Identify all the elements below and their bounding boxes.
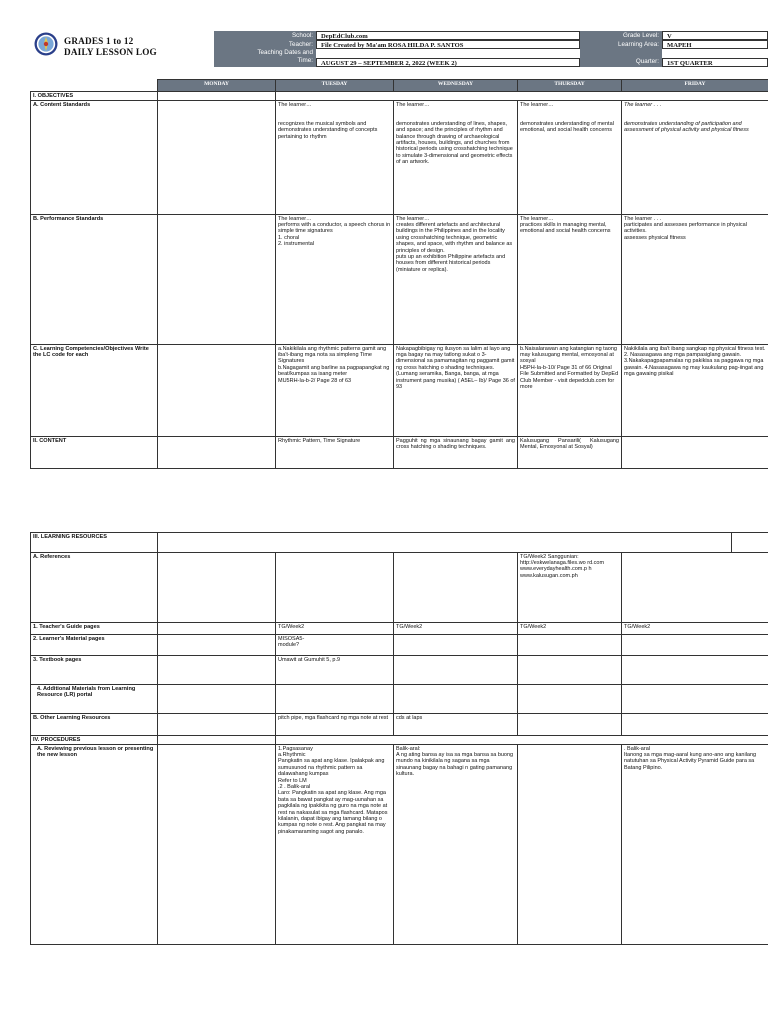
competencies-fri: Nakikilala ang iba't ibang sangkap ng physical fitness test. 2. Nasasagawa ang mga pampasiglang gawain. 3.Nakakapagpapamalas ng pakikisa sa paggawa ng mga gawain. 4.Nasasagawa ng may kaukulang pag-iingat ang mga gawaing pisikal	[622, 345, 768, 437]
quarter-value: 1ST QUARTER	[662, 58, 768, 67]
learning-resources-heading: III. LEARNING RESOURCES	[31, 533, 158, 553]
table-row	[31, 656, 768, 685]
day-wednesday: WEDNESDAY	[394, 80, 518, 92]
content-tue: Rhythmic Pattern, Time Signature	[276, 437, 394, 469]
deped-seal-icon	[34, 32, 58, 56]
tg-pages-thu: TG/Week2	[518, 623, 622, 635]
procedures-row	[31, 736, 768, 745]
dates-label	[214, 49, 316, 67]
lm-pages-thu	[518, 635, 622, 656]
learning-area-label: Learning Area:	[580, 40, 662, 49]
performance-standards-wed: The learner… creates different artefacts and architectural buildings in the Philippines and in the locality using crosshatching technique, geometric shapes, and space, with rhythm and balance as principles of design. puts up an exhibition Philippine artefacts and houses from different historical periods (miniature or replica).	[394, 215, 518, 345]
learning-area-value: MAPEH	[662, 40, 768, 49]
textbook-wed	[394, 656, 518, 685]
content-label: II. CONTENT	[31, 437, 158, 469]
other-wed: cds at laps	[394, 714, 518, 736]
learning-resources-row	[31, 533, 768, 553]
performance-standards-fri: The learner . . . participates and assesses performance in physical activities. assesses physical fitness	[622, 215, 768, 345]
objectives-row	[31, 92, 768, 101]
other-tue: pitch pipe, mga flashcard ng mga note at rest	[276, 714, 394, 736]
lm-pages-wed	[394, 635, 518, 656]
content-mon	[158, 437, 276, 469]
additional-fri	[622, 685, 768, 714]
procedures-mon	[158, 736, 276, 745]
content-fri	[622, 437, 768, 469]
other-fri	[622, 714, 768, 736]
other-thu	[518, 714, 622, 736]
references-mon	[158, 553, 276, 623]
lm-pages-tue: MISOSA5- module?	[276, 635, 394, 656]
procedures-heading: IV. PROCEDURES	[31, 736, 158, 745]
lesson-table-top	[30, 79, 768, 469]
tg-pages-tue: TG/Week2	[276, 623, 394, 635]
reviewing-tue: 1.Pagsasanay a.Rhythmic Pangkatin sa apat ang klase. Ipalakpak ang sumusunod na rhythmic pattern sa dalawahang kumpas Refer to LM .2 . Balik-aral Laro: Pangkatin sa apat ang klase. Ang mga bata sa bawat pangkat ay mag-uunahan sa pagkilala ng ipakikita ng guro na mga note at rest na nakasulat sa mga flashcard. Matapos kilalanin, dapat ibigay ang tamang bilang o kumpas ng note o rest. Ang pangkat na may pinakamaraming sagot ang panalo.	[276, 745, 394, 945]
table-row	[31, 437, 768, 469]
content-standards-fri: The learner . . . demonstrates understanding of participation and assessment of physical activity and physical fitness	[622, 101, 768, 215]
title-line-1: GRADES 1 to 12	[64, 36, 134, 46]
additional-wed	[394, 685, 518, 714]
reviewing-fri: . Balik-aral Itanong sa mga mag-aaral kung ano-ano ang kanilang natutuhan sa Physical Activity Pyramid Guide para sa Batang Pilipino.	[622, 745, 768, 945]
additional-materials-label: 4. Additional Materials from Learning Resource (LR) portal	[31, 685, 158, 714]
references-fri	[622, 553, 768, 623]
textbook-fri	[622, 656, 768, 685]
competencies-tue: a.Nakikilala ang rhythmic patterns gamit ang iba't-ibang mga nota sa simpleng Time Signatures b.Nagagamit ang barline sa pagpapangkat ng beat/kumpas sa isang meter MU5RH-Ia-b-2/ Page 28 of 63	[276, 345, 394, 437]
content-standards-tue: The learner… recognizes the musical symbols and demonstrates understanding of concepts pertaining to rhythm	[276, 101, 394, 215]
content-standards-mon	[158, 101, 276, 215]
content-wed: Pagguhit ng mga sinaunang bagay gamit ang cross hatching o shading techniques.	[394, 437, 518, 469]
additional-tue	[276, 685, 394, 714]
table-row	[31, 101, 768, 215]
references-label: A. References	[31, 553, 158, 623]
table-row	[31, 635, 768, 656]
other-mon	[158, 714, 276, 736]
competencies-thu: b.Naisalarawan ang katangian ng taong may kalusugang mental, emosyonal at sosyal H5PH-Ia-b-10/ Page 31 of 66 Original File Submitted and Formatted by DepEd Club Member - visit depedclub.com for more	[518, 345, 622, 437]
day-friday: FRIDAY	[622, 80, 768, 92]
table-row	[31, 685, 768, 714]
additional-mon	[158, 685, 276, 714]
day-header-row	[31, 80, 768, 92]
competencies-mon	[158, 345, 276, 437]
tg-pages-wed: TG/Week2	[394, 623, 518, 635]
quarter-label: Quarter:	[580, 49, 662, 67]
day-tuesday: TUESDAY	[276, 80, 394, 92]
performance-standards-mon	[158, 215, 276, 345]
grade-value: V	[662, 31, 768, 40]
teacher-value: File Created by Ma'am ROSA HILDA P. SANTOS	[316, 40, 580, 49]
performance-standards-label: B. Performance Standards	[31, 215, 158, 345]
textbook-label: 3. Textbook pages	[31, 656, 158, 685]
tg-pages-mon	[158, 623, 276, 635]
reviewing-wed: Balik-aral: A ng ating bansa ay isa sa mga bansa sa buong mundo na kinikilala ng sagana sa mga sinaunang bagay na bahagi n gating pamanang kultura.	[394, 745, 518, 945]
textbook-thu	[518, 656, 622, 685]
table-row	[31, 745, 768, 945]
reviewing-label: A. Reviewing previous lesson or presenting the new lesson	[31, 745, 158, 945]
references-thu: TG/Week2 Sanggunian: http://eskwelanaga.files.wo rd.com www.everydayhealth.com.p h www.kalusugan.com.ph	[518, 553, 622, 623]
grade-label: Grade Level:	[580, 31, 662, 40]
table-row	[31, 714, 768, 736]
textbook-tue: Umawit at Gumuhit 5, p.9	[276, 656, 394, 685]
textbook-mon	[158, 656, 276, 685]
objectives-heading: I. OBJECTIVES	[31, 92, 158, 101]
additional-thu	[518, 685, 622, 714]
references-tue	[276, 553, 394, 623]
day-thursday: THURSDAY	[518, 80, 622, 92]
tg-pages-fri: TG/Week2	[622, 623, 768, 635]
table-row	[31, 623, 768, 635]
table-row	[31, 215, 768, 345]
objectives-span	[276, 92, 768, 101]
header	[30, 30, 768, 74]
school-label: School:	[214, 31, 316, 40]
reviewing-mon	[158, 745, 276, 945]
school-value: DepEdClub.com	[316, 31, 580, 40]
learning-resources-span	[158, 533, 732, 553]
procedures-span	[276, 736, 768, 745]
other-resources-label: B. Other Learning Resources	[31, 714, 158, 736]
lesson-table-bottom	[30, 532, 768, 945]
title-line-2: DAILY LESSON LOG	[64, 47, 157, 57]
dates-label-line-2: Time:	[297, 57, 313, 64]
corner-cell	[31, 80, 158, 92]
dates-label-line-1: Teaching Dates and	[257, 49, 313, 56]
performance-standards-tue: The learner… performs with a conductor, a speech chorus in simple time signatures 1. choral 2. instrumental	[276, 215, 394, 345]
content-standards-wed: The learner… demonstrates understanding of lines, shapes, and space; and the principles of rhythm and balance through drawing of archaeological artifacts, houses, buildings, and churches from historical periods using crosshatching technique to simulate 3-dimensional and geometric effects of an artwork.	[394, 101, 518, 215]
learning-resources-extra	[732, 533, 768, 553]
content-thu: Kalusugang Pansarili( Kalusugang Mental, Emosyonal at Sosyal)	[518, 437, 622, 469]
reviewing-thu	[518, 745, 622, 945]
lm-pages-fri	[622, 635, 768, 656]
table-row	[31, 345, 768, 437]
performance-standards-thu: The learner… practices skills in managing mental, emotional and social health concerns	[518, 215, 622, 345]
teacher-label: Teacher:	[214, 40, 316, 49]
table-row	[31, 553, 768, 623]
objectives-mon	[158, 92, 276, 101]
tg-pages-label: 1. Teacher's Guide pages	[31, 623, 158, 635]
day-monday: MONDAY	[158, 80, 276, 92]
competencies-wed: Nakapagbibigay ng ilusyon sa lalim at layo ang mga bagay na may tatlong sukat o 3- dimensional sa pamamagitan ng paggamit gamit ng cross hatching o shading techniques. (Lumang seramika, Banga, banga, at mga instrument pang musika) ( A5EL– Ib)/ Page 36 of 93	[394, 345, 518, 437]
content-standards-thu: The learner… demonstrates understanding of mental emotional, and social health concerns	[518, 101, 622, 215]
dates-value: AUGUST 29 – SEPTEMBER 2, 2022 (WEEK 2)	[316, 58, 580, 67]
references-wed	[394, 553, 518, 623]
competencies-label: C. Learning Competencies/Objectives Write the LC code for each	[31, 345, 158, 437]
lm-pages-label: 2. Learner's Material pages	[31, 635, 158, 656]
document-title	[64, 36, 157, 58]
lm-pages-mon	[158, 635, 276, 656]
content-standards-label: A. Content Standards	[31, 101, 158, 215]
